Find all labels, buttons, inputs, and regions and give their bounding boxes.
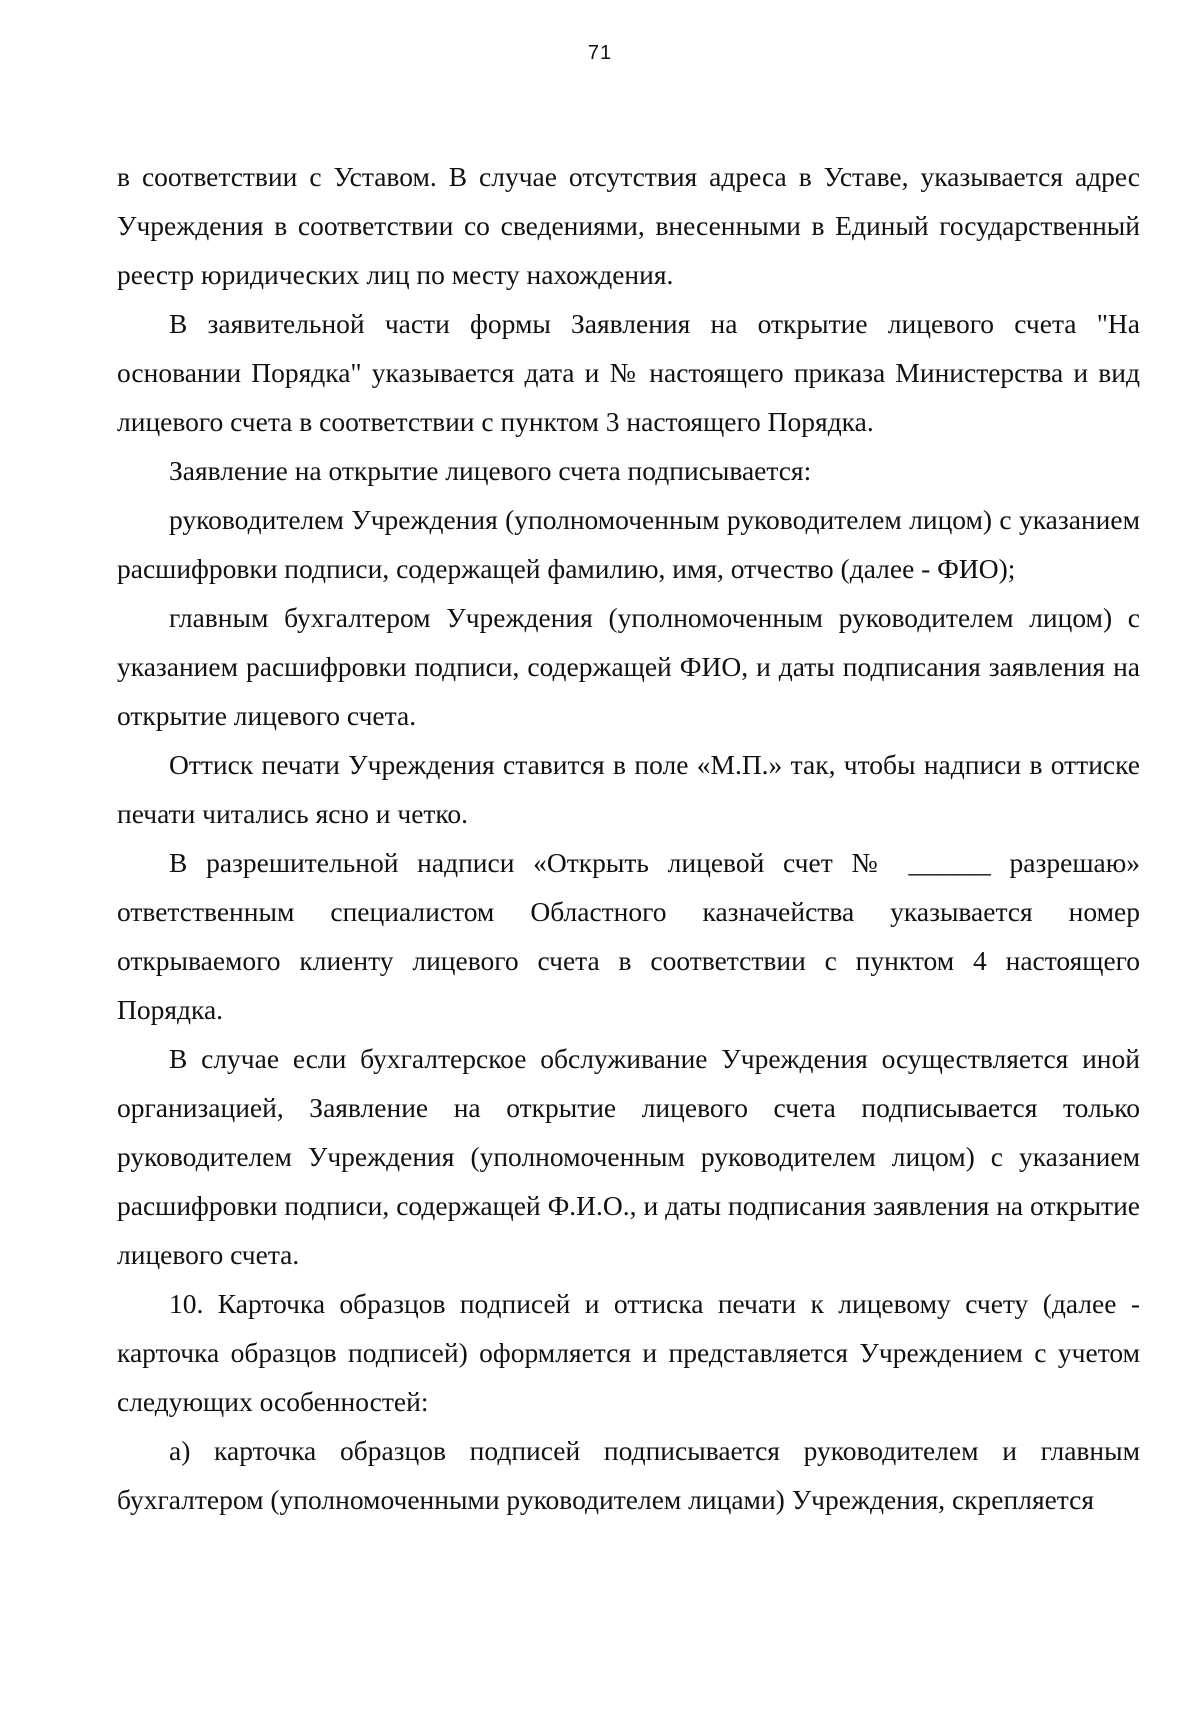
paragraph-chief-accountant-signature: главным бухгалтером Учреждения (уполномоченным руководителем лицом) с указанием расшифровки подписи, содержащей ФИО, и даты подписания заявления на открытие лицевого счета. [117, 602, 1140, 731]
paragraph-permission-note: В разрешительной надписи «Открыть лицевой счет № ______ разрешаю» ответственным специалистом Областного казначейства указывается номер открываемого клиенту лицевого счета в соответствии с пунктом 4 настоящего Порядка. [117, 847, 1140, 1025]
paragraph-seal-imprint: Оттиск печати Учреждения ставится в поле «М.П.» так, чтобы надписи в оттиске печати читались ясно и четко. [117, 749, 1140, 829]
paragraph-application-form: В заявительной части формы Заявления на открытие лицевого счета "На основании Порядка" указывается дата и № настоящего приказа Министерства и вид лицевого счета в соответствии с пунктом 3 настоящего Порядка. [117, 308, 1140, 437]
paragraph-signed-by: Заявление на открытие лицевого счета подписывается: [169, 455, 812, 486]
paragraph-outsourced-accounting: В случае если бухгалтерское обслуживание Учреждения осуществляется иной организацией, Заявление на открытие лицевого счета подписывается только руководителем Учреждения (уполномоченным руководителем лицом) с указанием расшифровки подписи, содержащей Ф.И.О., и даты подписания заявления на открытие лицевого счета. [117, 1043, 1140, 1270]
paragraph-item-10a: а) карточка образцов подписей подписывается руководителем и главным бухгалтером (уполномоченными руководителем лицами) Учреждения, скрепляется [117, 1435, 1140, 1515]
paragraph-head-signature: руководителем Учреждения (уполномоченным руководителем лицом) с указанием расшифровки подписи, содержащей фамилию, имя, отчество (далее - ФИО); [117, 504, 1140, 584]
document-body [117, 152, 1140, 1524]
page-number: 71 [587, 42, 613, 64]
paragraph-address-continuation: в соответствии с Уставом. В случае отсутствия адреса в Уставе, указывается адрес Учреждения в соответствии со сведениями, внесенными в Единый государственный реестр юридических лиц по месту нахождения. [117, 161, 1140, 290]
paragraph-item-10: 10. Карточка образцов подписей и оттиска печати к лицевому счету (далее - карточка образцов подписей) оформляется и представляется Учреждением с учетом следующих особенностей: [117, 1288, 1140, 1417]
